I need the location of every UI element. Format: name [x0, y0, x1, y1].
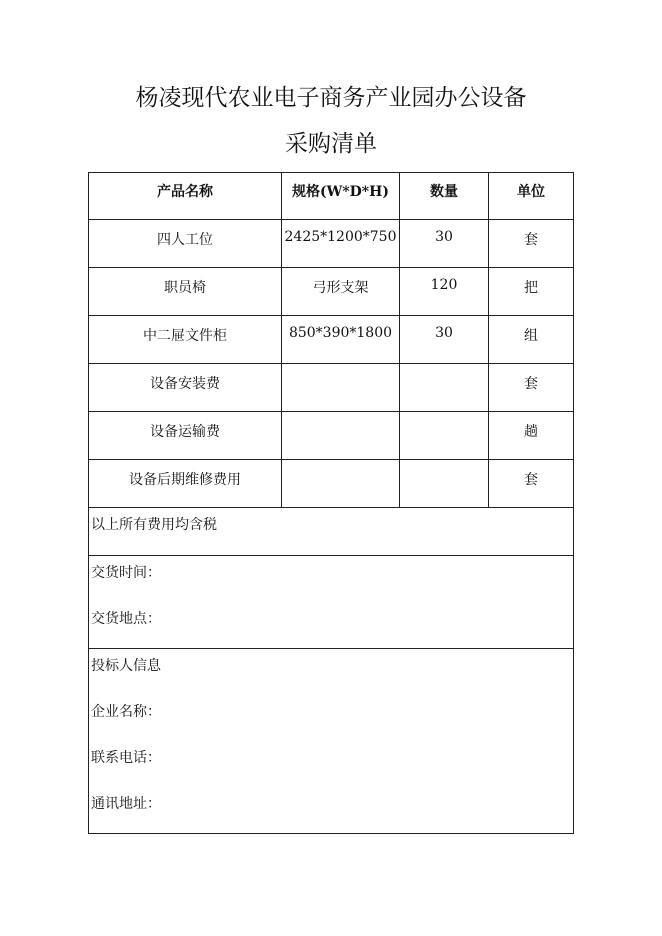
quantity-cell: 30	[400, 220, 489, 268]
spec-cell	[282, 364, 400, 412]
bidder-info-row	[89, 649, 574, 834]
quantity-cell	[400, 460, 489, 508]
tax-note-cell	[89, 508, 574, 556]
table-row	[89, 220, 574, 268]
spec-cell	[282, 412, 400, 460]
product-name-cell: 中二屉文件柜	[89, 316, 282, 364]
tax-note-text: 以上所有费用均含税	[91, 517, 217, 533]
unit-cell: 把	[489, 268, 574, 316]
quantity-cell	[400, 364, 489, 412]
table-header-row	[89, 173, 574, 220]
unit-cell: 套	[489, 364, 574, 412]
header-unit: 单位	[489, 173, 574, 220]
quantity-cell	[400, 412, 489, 460]
product-name-cell: 设备安装费	[89, 364, 282, 412]
tax-note-row	[89, 508, 574, 556]
delivery-time-label: 交货时间：	[91, 565, 161, 581]
delivery-place-label: 交货地点：	[91, 611, 161, 627]
table-row	[89, 364, 574, 412]
table-row	[89, 316, 574, 364]
bidder-info-cell	[89, 649, 574, 834]
bidder-info-heading: 投标人信息	[91, 658, 161, 674]
product-name-cell: 四人工位	[89, 220, 282, 268]
document-title-line-2: 采购清单	[285, 131, 377, 157]
document-title-line-1: 杨凌现代农业电子商务产业园办公设备	[135, 85, 527, 111]
quantity-cell: 120	[400, 268, 489, 316]
table-row	[89, 460, 574, 508]
product-name-cell: 职员椅	[89, 268, 282, 316]
unit-cell: 套	[489, 460, 574, 508]
contact-phone-label: 联系电话：	[91, 750, 161, 766]
quantity-cell: 30	[400, 316, 489, 364]
header-quantity: 数量	[400, 173, 489, 220]
product-name-cell: 设备后期维修费用	[89, 460, 282, 508]
mailing-address-label: 通讯地址：	[91, 796, 161, 812]
spec-cell: 2425*1200*750	[282, 220, 400, 268]
product-name-cell: 设备运输费	[89, 412, 282, 460]
spec-cell	[282, 460, 400, 508]
unit-cell: 趟	[489, 412, 574, 460]
header-product-name: 产品名称	[89, 173, 282, 220]
procurement-table	[88, 172, 574, 834]
unit-cell: 组	[489, 316, 574, 364]
company-name-label: 企业名称：	[91, 704, 161, 720]
table-row	[89, 268, 574, 316]
spec-cell: 弓形支架	[282, 268, 400, 316]
unit-cell: 套	[489, 220, 574, 268]
table-row	[89, 412, 574, 460]
delivery-row	[89, 556, 574, 649]
spec-cell: 850*390*1800	[282, 316, 400, 364]
delivery-cell	[89, 556, 574, 649]
header-spec: 规格(W*D*H)	[282, 173, 400, 220]
